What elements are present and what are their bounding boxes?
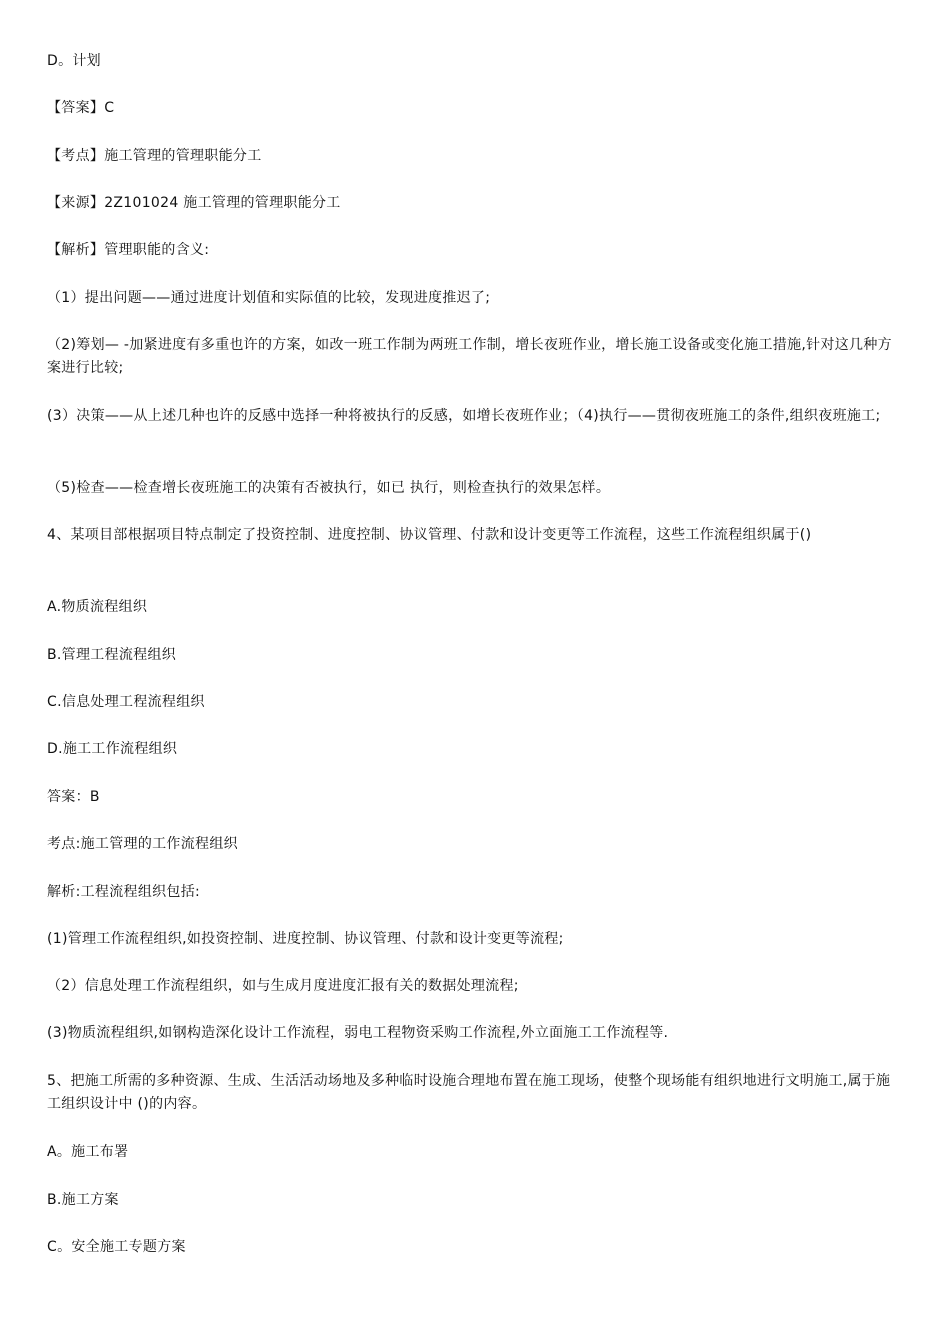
- analysis-item-1: （1）提出问题——通过进度计划值和实际值的比较，发现进度推迟了;: [47, 290, 491, 306]
- q4-option-a: A.物质流程组织: [47, 599, 148, 615]
- analysis-item-5: （5)检查——检查增长夜班施工的决策有否被执行，如已 执行，则检查执行的效果怎样。: [47, 480, 611, 496]
- q4-option-d: D.施工工作流程组织: [47, 741, 178, 757]
- q4-answer: 答案：B: [47, 789, 100, 805]
- question-5: 5、把施工所需的多种资源、生成、生活活动场地及多种临时设施合理地布置在施工现场，使整个现场能有组织地进行文明施工,属于施工组织设计中 ()的内容。: [47, 1073, 891, 1112]
- analysis-heading: 【解析】管理职能的含义:: [47, 242, 210, 258]
- q4-analysis-item-2: （2）信息处理工作流程组织，如与生成月度进度汇报有关的数据处理流程;: [47, 978, 519, 994]
- q4-analysis-item-1: (1)管理工作流程组织,如投资控制、进度控制、协议管理、付款和设计变更等流程;: [47, 931, 564, 947]
- answer-line: 【答案】C: [47, 100, 115, 116]
- analysis-item-3-4: (3）决策——从上述几种也许的反感中选择一种将被执行的反感，如增长夜班作业；（4)执行——贯彻夜班施工的条件,组织夜班施工;: [47, 408, 881, 424]
- question-4: 4、某项目部根据项目特点制定了投资控制、进度控制、协议管理、付款和设计变更等工作流程，这些工作流程组织属于(): [47, 527, 812, 543]
- q5-option-b: B.施工方案: [47, 1192, 119, 1208]
- q4-option-b: B.管理工程流程组织: [47, 647, 177, 663]
- topic-line: 【考点】施工管理的管理职能分工: [47, 148, 262, 164]
- option-d-plan: D。计划: [47, 53, 101, 69]
- q5-option-a: A。施工布署: [47, 1144, 129, 1160]
- source-line: 【来源】2Z101024 施工管理的管理职能分工: [47, 195, 341, 211]
- q4-analysis-item-3: (3)物质流程组织,如钢构造深化设计工作流程，弱电工程物资采购工作流程,外立面施工工作流程等.: [47, 1025, 669, 1041]
- q4-option-c: C.信息处理工程流程组织: [47, 694, 205, 710]
- q4-analysis-heading: 解析:工程流程组织包括:: [47, 884, 201, 900]
- q4-topic: 考点:施工管理的工作流程组织: [47, 836, 238, 852]
- analysis-item-2: （2)筹划— -加紧进度有多重也许的方案，如改一班工作制为两班工作制，增长夜班作业，增长施工设备或变化施工措施,针对这几种方案进行比较;: [47, 337, 892, 376]
- q5-option-c: C。安全施工专题方案: [47, 1239, 186, 1255]
